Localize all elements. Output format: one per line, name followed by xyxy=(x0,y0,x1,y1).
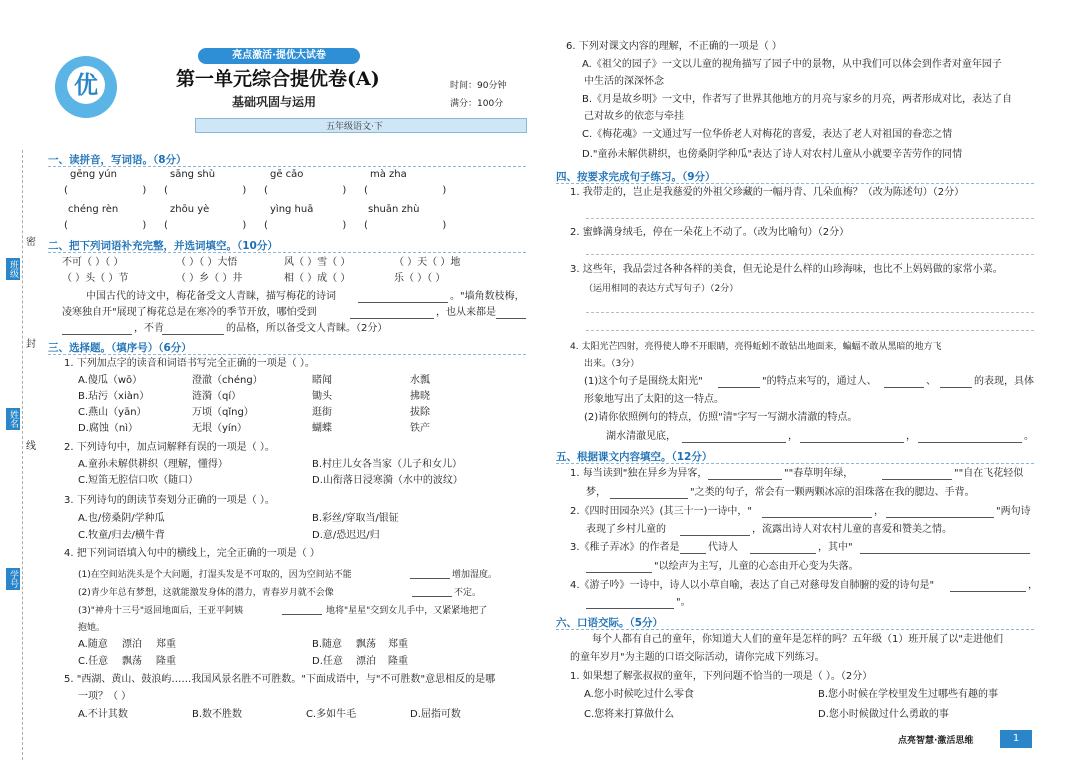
r-q6-c[interactable]: C.《梅花魂》一文通过写一位华侨老人对梅花的喜爱，表达了老人对祖国的眷恋之情 xyxy=(582,129,953,140)
s3-q4-a3: 郑重 xyxy=(156,639,176,650)
s3-q4: 4. 把下列词语填入句中的横线上，完全正确的一项是（ ） xyxy=(64,548,320,559)
s4-q4-1c: 、 xyxy=(926,376,936,387)
s3-q1-c4: 拔除 xyxy=(410,407,430,418)
s3-q4-blank-2[interactable] xyxy=(412,596,452,597)
s5-q2: 2.《四时田园杂兴》(其三十一)一诗中，" xyxy=(570,506,752,517)
s5-blank-8[interactable] xyxy=(750,553,816,554)
s2-para-1b: 。"墙角数枝梅， xyxy=(450,291,525,302)
s2-blank-1[interactable] xyxy=(358,302,448,303)
s3-q1-c1[interactable]: C.燕山（yān） xyxy=(78,407,147,418)
section-3-title: 三、选择题。（填序号）（6分） xyxy=(48,342,192,354)
pinyin-6: zhōu yè xyxy=(170,204,210,215)
answer-box-1[interactable]: ( ) xyxy=(64,185,149,196)
s3-q4-3c: 抱她。 xyxy=(78,623,106,633)
s5-blank-3[interactable] xyxy=(610,498,688,499)
s4-q4b: 出来。（3分） xyxy=(584,359,640,369)
s4-q2: 2. 蜜蜂满身绒毛，停在一朵花上不动了。（改为比喻句）（2分） xyxy=(570,227,850,238)
idiom-3[interactable]: 风（ ）雪（ ） xyxy=(284,257,351,268)
s3-q4-b3: 郑重 xyxy=(388,639,408,650)
answer-box-5[interactable]: ( ) xyxy=(64,220,149,231)
answer-box-8[interactable]: ( ) xyxy=(364,220,449,231)
r-q6: 6. 下列对课文内容的理解，不正确的一项是（ ） xyxy=(566,41,782,52)
binding-strip xyxy=(0,150,23,760)
s3-q4-blank-1[interactable] xyxy=(410,578,450,579)
s5-q3c: ，其中" xyxy=(818,542,853,553)
s2-blank-4[interactable] xyxy=(62,334,132,335)
s3-q2: 2. 下列诗句中，加点词解释有误的一项是（ ）。 xyxy=(64,442,275,453)
s3-q4-d2: 漂泊 xyxy=(356,656,376,667)
s3-q1-b3: 锄头 xyxy=(312,391,332,402)
s4-q3b: （运用相同的表达方式写句子）（2分） xyxy=(584,284,739,294)
binding-mi: 密 xyxy=(26,237,36,248)
s5-blank-2[interactable] xyxy=(882,479,952,480)
s2-blank-2[interactable] xyxy=(350,318,434,319)
pinyin-8: shuān zhù xyxy=(368,204,420,215)
s3-q4-3b: 地将"星星"交到女儿手中，又紧紧地把了 xyxy=(326,606,488,616)
s4-q4-1b: "的特点来写的，通过人、 xyxy=(762,376,877,387)
s3-q1-c2: 万顷（qǐng） xyxy=(192,407,254,418)
s4-q4-blank-2[interactable] xyxy=(884,387,924,388)
s4-q3-line-1[interactable] xyxy=(586,312,1034,313)
s4-q3: 3. 这些年，我品尝过各种各样的美食，但无论是什么样的山珍海味，也比不上妈妈做的家常小菜。 xyxy=(570,264,1003,275)
s3-q4-d[interactable]: D.任意 xyxy=(312,656,343,667)
answer-box-3[interactable]: ( ) xyxy=(264,185,349,196)
s4-q4-2d: ， xyxy=(906,431,916,442)
s3-q4-2b: 不定。 xyxy=(454,588,482,598)
s4-q4-2b: 湖水清澈见底， xyxy=(606,431,676,442)
idiom-1[interactable]: 不可（ ）（ ） xyxy=(62,257,124,268)
s3-q5-c[interactable]: C.多如牛毛 xyxy=(306,709,357,720)
s4-q4-blank-3[interactable] xyxy=(940,387,972,388)
s3-q3-c[interactable]: C.牧童/归去/横牛背 xyxy=(78,530,165,541)
s3-q1-d1[interactable]: D.腐蚀（nì） xyxy=(78,423,138,434)
idiom-4[interactable]: （ ）天（ ）地 xyxy=(394,257,461,268)
s4-q4-1: (1)这个句子是围绕太阳光" xyxy=(584,376,703,387)
s4-q4-2c: ， xyxy=(788,431,798,442)
r-q6-a1[interactable]: A.《祖父的园子》一文以儿童的视角描写了园子中的景物，从中我们可以体会到作者对童年园子 xyxy=(582,59,1002,70)
s5-blank-4[interactable] xyxy=(762,517,872,518)
binding-number-label: 学号 xyxy=(8,570,18,588)
s4-q2-line[interactable] xyxy=(586,254,1034,255)
s3-q1-d4: 铁产 xyxy=(410,423,430,434)
s3-q4-c3: 隆重 xyxy=(156,656,176,667)
s6-q1: 1. 如果想了解张叔叔的童年，下列问题不恰当的一项是（ ）。（2分） xyxy=(570,671,873,682)
s4-q4-blank-4[interactable] xyxy=(682,442,786,443)
s4-q4-2: (2)请你依照例句的特点，仿照"清"字写一写湖水清澈的特点。 xyxy=(584,412,858,423)
r-q6-d[interactable]: D."童孙未解供耕织，也傍桑阴学种瓜"表达了诗人对农村儿童从小就要辛苦劳作的同情 xyxy=(582,149,963,160)
s3-q1-a4: 水瓢 xyxy=(410,375,430,386)
s4-q4: 4. 太阳光芒四射，亮得使人睁不开眼睛，亮得蚯蚓不敢钻出地面来，蝙蝠不敢从黑暗的地方飞 xyxy=(570,342,942,352)
s3-q4-2: (2)青少年总有梦想，这就能激发身体的潜力，青春岁月就不会像 xyxy=(78,588,334,598)
s5-q1c: ""自在飞花轻似 xyxy=(954,468,1024,479)
s3-q2-b[interactable]: B.村庄儿女各当家（儿子和女儿） xyxy=(312,459,463,470)
pinyin-4: mà zha xyxy=(370,169,407,180)
s3-q4-d3: 隆重 xyxy=(388,656,408,667)
s5-q3d: "以绘声为主写，儿童的心态由开心变为失落。 xyxy=(654,561,859,572)
s3-q1: 1. 下列加点字的读音和词语书写完全正确的一项是（ ）。 xyxy=(64,358,315,369)
r-q6-a2: 中生活的深深怀念 xyxy=(584,76,664,87)
s5-blank-5[interactable] xyxy=(886,517,994,518)
pinyin-3: gē cǎo xyxy=(270,169,304,180)
s2-para-2: 凌寒独自开"展现了梅花总是在寒冷的季节开放，哪怕受到 xyxy=(62,307,317,318)
s2-para-2b: ，也从来都是 xyxy=(436,307,496,318)
s4-q4-blank-1[interactable] xyxy=(718,387,760,388)
r-q6-b2: 己对故乡的依恋与牵挂 xyxy=(584,111,684,122)
s6-opt-b[interactable]: B.您小时候在学校里发生过哪些有趣的事 xyxy=(818,689,999,700)
s2-blank-5[interactable] xyxy=(162,334,224,335)
section-5-title: 五、根据课文内容填空。（12分） xyxy=(556,451,713,463)
idiom-2[interactable]: （ ）（ ）大悟 xyxy=(176,257,238,268)
s6-para-1: 每个人都有自己的童年，你知道大人们的童年是怎样的吗？五年级（1）班开展了以"走进他们 xyxy=(592,634,1003,645)
header-badge: 亮点激活·提优大试卷 xyxy=(198,48,360,64)
s5-q4b: ， xyxy=(1028,580,1038,591)
s3-q1-b4: 拂晓 xyxy=(410,391,430,402)
s4-q4-1d: 的表现，具体 xyxy=(974,376,1034,387)
s5-q1b: ""春草明年绿， xyxy=(784,468,854,479)
s3-q5-b-opt[interactable]: B.数不胜数 xyxy=(192,709,243,720)
s5-q1: 1. 每当读到"独在异乡为异客， xyxy=(570,468,708,479)
s4-q4-blank-6[interactable] xyxy=(918,442,1022,443)
answer-box-2[interactable]: ( ) xyxy=(164,185,249,196)
s3-q4-b2: 飘荡 xyxy=(356,639,376,650)
binding-class-label: 班级 xyxy=(8,260,18,278)
s5-q2e: ，流露出诗人对农村儿童的喜爱和赞美之情。 xyxy=(752,524,952,535)
s4-q1-line[interactable] xyxy=(586,218,1034,219)
pinyin-7: yìng huā xyxy=(270,204,314,215)
s3-q1-a3: 睹闻 xyxy=(312,375,332,386)
page-title: 第一单元综合提优卷(A) xyxy=(176,68,380,90)
s3-q1-d3: 蝴蝶 xyxy=(312,423,332,434)
idiom-5[interactable]: （ ）头（ ）节 xyxy=(62,273,129,284)
s3-q2-a[interactable]: A.童孙未解供耕织（理解，懂得） xyxy=(78,459,228,470)
s5-blank-10[interactable] xyxy=(586,572,652,573)
s2-para-3b: 的品格，所以备受文人青睐。（2分） xyxy=(226,323,388,334)
answer-box-7[interactable]: ( ) xyxy=(264,220,349,231)
s3-q4-b[interactable]: B.随意 xyxy=(312,639,343,650)
s5-q1d: 梦， xyxy=(586,487,606,498)
binding-xian: 线 xyxy=(26,441,36,452)
s4-q4-blank-5[interactable] xyxy=(800,442,904,443)
s5-q2c: "两句诗 xyxy=(996,506,1031,517)
s3-q4-c2: 飘荡 xyxy=(122,656,142,667)
s3-q4-a2: 漂泊 xyxy=(122,639,142,650)
pinyin-5: chéng rèn xyxy=(68,204,119,215)
s3-q3-d[interactable]: D.意/恐迟迟/归 xyxy=(312,530,380,541)
s2-blank-3[interactable] xyxy=(496,318,526,319)
s6-opt-a[interactable]: A.您小时候吃过什么零食 xyxy=(584,689,694,700)
s5-q3: 3.《稚子弄冰》的作者是 xyxy=(570,542,680,553)
s3-q1-b1[interactable]: B.玷污（xiàn） xyxy=(78,391,150,402)
section-1-title: 一、读拼音，写词语。（8分） xyxy=(48,154,187,166)
pinyin-1: gēng yún xyxy=(70,169,117,180)
s3-q4-3: (3)"神舟十三号"返回地面后，王亚平阿姨 xyxy=(78,606,244,616)
r-q6-b1[interactable]: B.《月是故乡明》一文中，作者写了世界其他地方的月亮与家乡的月亮，两者形成对比，表达了自 xyxy=(582,94,1013,105)
page-subtitle: 基础巩固与运用 xyxy=(232,95,317,109)
s5-q2d: 表现了乡村儿童的 xyxy=(586,524,666,535)
s6-para-2: 的童年岁月"为主题的口语交际活动，请你完成下列练习。 xyxy=(570,652,825,663)
s3-q1-a2: 澄澈（chéng） xyxy=(192,375,263,386)
answer-box-6[interactable]: ( ) xyxy=(164,220,249,231)
s2-para-3: ，不肯 xyxy=(134,323,164,334)
s5-blank-12[interactable] xyxy=(586,608,674,609)
s5-blank-1[interactable] xyxy=(708,479,782,480)
exam-score: 满分：100分 xyxy=(450,99,504,109)
s3-q4-blank-3[interactable] xyxy=(282,614,322,615)
s4-q4-1e: 形象地写出了太阳的这一特点。 xyxy=(584,394,724,405)
footer-slogan: 点亮智慧·激活思维 xyxy=(898,736,974,746)
s5-blank-6[interactable] xyxy=(680,535,750,536)
s3-q3-b[interactable]: B.彩丝/穿取当/银钲 xyxy=(312,513,399,524)
s3-q5-a[interactable]: A.不计其数 xyxy=(78,709,128,720)
s6-opt-c[interactable]: C.您将来打算做什么 xyxy=(584,709,675,720)
s3-q3: 3. 下列诗句的朗读节奏划分正确的一项是（ ）。 xyxy=(64,495,275,506)
s3-q1-b2: 涟漪（qí） xyxy=(192,391,242,402)
binding-feng: 封 xyxy=(26,339,36,350)
s2-para-1: 中国古代的诗文中，梅花备受文人青睐，描写梅花的诗词 xyxy=(86,291,336,302)
s3-q2-d[interactable]: D.山衔落日浸寒漪（水中的波纹） xyxy=(312,475,463,486)
s5-q3b: 代诗人 xyxy=(708,542,738,553)
s5-blank-7[interactable] xyxy=(680,553,706,554)
s3-q4-1: (1)在空间站洗头是个大问题，打湿头发是不可取的，因为空间站不能 xyxy=(78,570,352,580)
s5-blank-11[interactable] xyxy=(950,591,1026,592)
s3-q5-d[interactable]: D.屈指可数 xyxy=(410,709,461,720)
s3-q5-b: 一项？（ ） xyxy=(78,691,132,702)
section-4-title: 四、按要求完成句子练习。（9分） xyxy=(556,171,716,183)
s3-q4-c[interactable]: C.任意 xyxy=(78,656,109,667)
binding-name-label: 姓名 xyxy=(8,410,18,428)
s5-q1e: "之类的句子，常会有一颗两颗冰凉的泪珠落在我的腮边、手背。 xyxy=(690,487,975,498)
s3-q4-a[interactable]: A.随意 xyxy=(78,639,108,650)
section-6-title: 六、口语交际。（5分） xyxy=(556,617,664,629)
s4-q1: 1. 我带走的，岂止是我慈爱的外祖父珍藏的一幅丹青、几朵血梅？（改为陈述句）（2分） xyxy=(570,187,965,198)
s3-q2-c[interactable]: C.短笛无腔信口吹（随口） xyxy=(78,475,199,486)
pinyin-2: sāng shù xyxy=(170,169,216,180)
s4-q3-line-2[interactable] xyxy=(586,330,1034,331)
s3-q1-c3: 逛街 xyxy=(312,407,332,418)
s3-q1-d2: 无垠（yín） xyxy=(192,423,248,434)
answer-box-4[interactable]: ( ) xyxy=(364,185,449,196)
s5-blank-9[interactable] xyxy=(860,553,1030,554)
exam-time: 时间：90分钟 xyxy=(450,81,507,91)
grade-label: 五年级语文·下 xyxy=(326,122,383,132)
idiom-7[interactable]: 相（ ）成（ ） xyxy=(284,273,351,284)
s6-opt-d[interactable]: D.您小时候做过什么勇敢的事 xyxy=(818,709,949,720)
s3-q1-a1[interactable]: A.傻瓜（wō） xyxy=(78,375,143,386)
section-2-title: 二、把下列词语补充完整，并选词填空。（10分） xyxy=(48,240,278,252)
idiom-6[interactable]: （ ）乡（ ）井 xyxy=(176,273,243,284)
s5-q4c: "。 xyxy=(676,597,691,608)
page-number: 1 xyxy=(1000,730,1032,748)
logo-char: 优 xyxy=(67,66,105,104)
s3-q4-1b: 增加湿度。 xyxy=(452,570,498,580)
idiom-8[interactable]: 乐（ ）（ ） xyxy=(394,273,446,284)
s4-q4-2e: 。 xyxy=(1024,431,1034,442)
s3-q5: 5. "西湖、黄山、鼓浪屿……我国风景名胜不可胜数。"下面成语中，与"不可胜数"意思相反的是哪 xyxy=(64,674,496,685)
s3-q3-a[interactable]: A.也/傍桑阴/学种瓜 xyxy=(78,513,165,524)
s5-q4: 4.《游子吟》一诗中，诗人以小草自喻，表达了自己对慈母发自肺腑的爱的诗句是" xyxy=(570,580,935,591)
s5-q2b: ， xyxy=(874,506,884,517)
